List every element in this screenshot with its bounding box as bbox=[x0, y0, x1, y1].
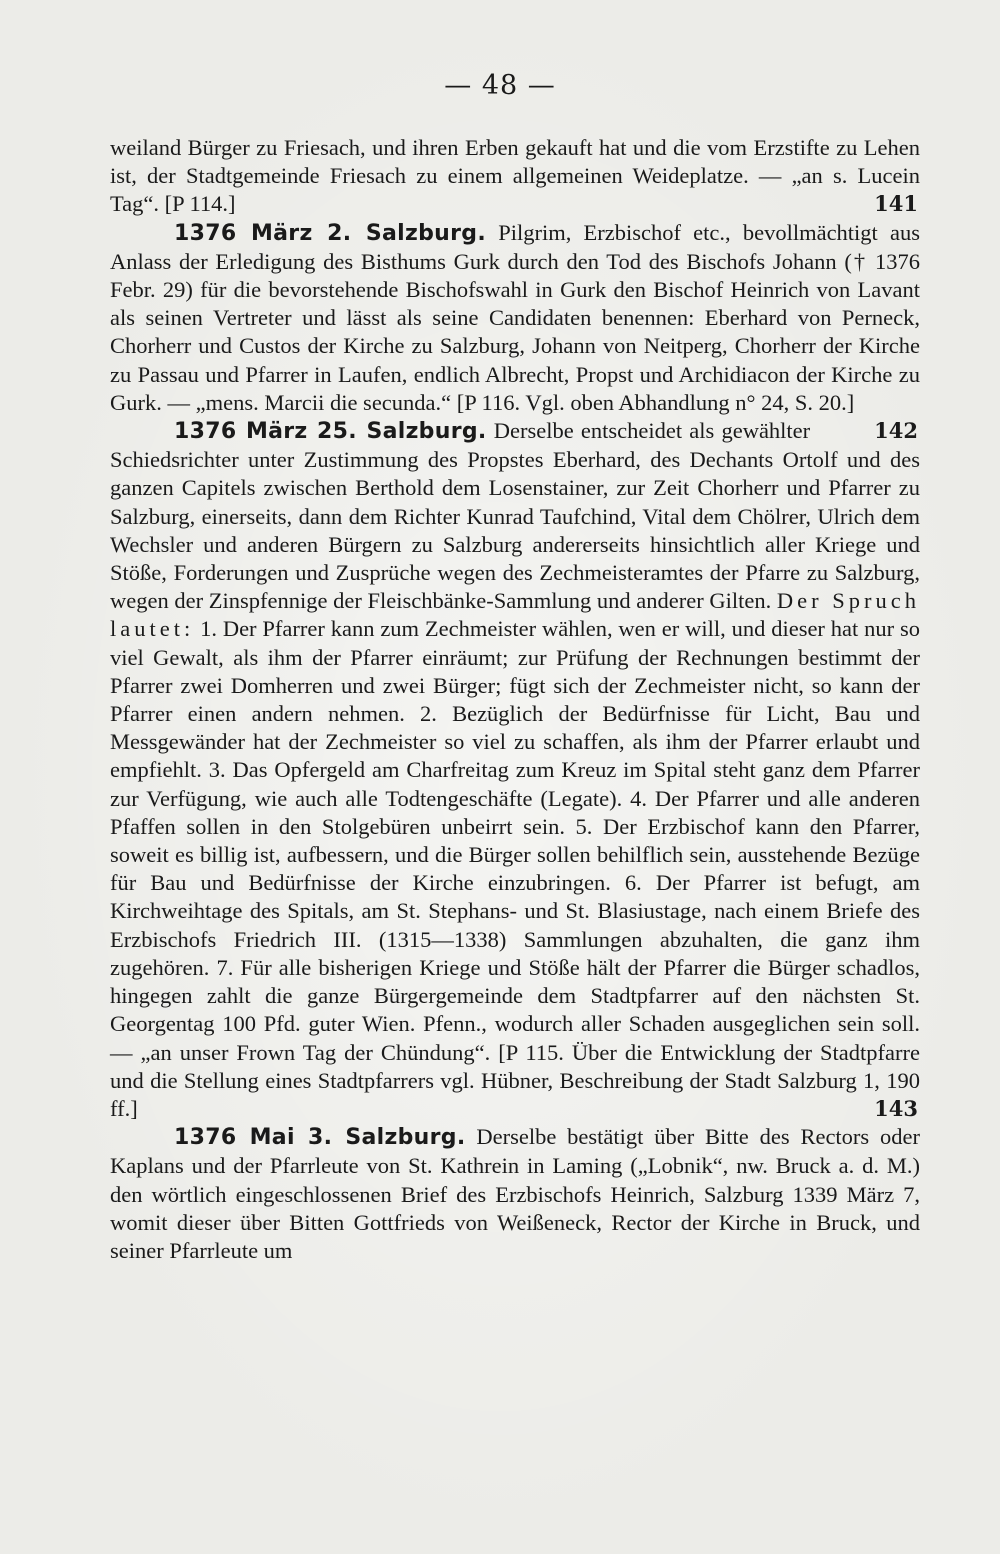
entry-date-heading: 1376 März 25. Salzburg. bbox=[174, 419, 487, 445]
entry-text: Derselbe bestätigt über Bitte des Rectors oder Kaplans und der Pfarrleute von St. Kathrein in Laming („Lobnik“, nw. Bruck a. d. M.) den wörtlich eingeschlossenen Brief des Erzbischofs Heinrich, Salzburg 1339 März 7, womit dieser über Bitten Gottfrieds von Weißeneck, Rector der Kirche in Bruck, und seiner Pfarrleute um bbox=[110, 1124, 920, 1263]
entry-141 bbox=[110, 134, 920, 219]
spaced-heading: Der Spruch lautet: bbox=[110, 588, 920, 642]
entry-143 bbox=[110, 417, 920, 1123]
entry-number: 143 bbox=[874, 1095, 918, 1121]
entry-date-heading: 1376 Mai 3. Salzburg. bbox=[174, 1125, 466, 1151]
entry-number: 142 bbox=[874, 418, 918, 444]
entry-text: weiland Bürger zu Friesach, und ihren Erben gekauft hat und die vom Erzstifte zu Lehen ist, der Stadtgemeinde Friesach zu einem allgemeinen Weideplatze. — „an s. Lucein Tag“. [P 114.] bbox=[110, 135, 920, 217]
page-body bbox=[110, 134, 920, 1265]
entry-144 bbox=[110, 1123, 920, 1265]
entry-text-continued: 1. Der Pfarrer kann zum Zechmeister wählen, wen er will, und dieser hat nur so viel Gewalt, als ihm der Pfarrer einräumt; zur Prüfung der Rechnungen bestimmt der Pfarrer zwei Domherren und zwei Bürger; fügt sich der Zechmeister nicht, so kann der Pfarrer einen andern nehmen. 2. Bezüglich der Bedürfnisse für Licht, Bau und Messgewänder hat der Zechmeister so viel zu schaffen, als ihm der Pfarrer erlaubt und empfiehlt. 3. Das Opfergeld am Charfreitag zum Kreuz im Spital steht ganz dem Pfarrer zur Verfügung, wie auch alle Todtengeschäfte (Legate). 4. Der Pfarrer und alle anderen Pfaffen sollen in den Stolgebüren unbeirrt sein. 5. Der Erzbischof kann den Pfarrer, soweit es billig ist, aufbessern, und die Bürger sollen behilflich sein, ausstehende Bezüge für Bau und Bedürfnisse der Kirche einzubringen. 6. Der Pfarrer ist befugt, am Kirchweihtage des Spitals, am St. Stephans- und St. Blasiustage, nach einem Briefe des Erzbischofs Friedrich III. (1315—1338) Sammlungen abzuhalten, die ganz ihm zugehören. 7. Für alle bisherigen Kriege und Stöße hält der Pfarrer die Bürger schadlos, hingegen zahlt die ganze Bürgergemeinde dem Stadtpfarrer auf den nächsten St. Georgentag 100 Pfd. guter Wien. Pfenn., wodurch aller Schaden ausgeglichen sein soll. — „an unser Frown Tag der Chündung“. [P 115. Über die Entwicklung der Stadtpfarre und die Stellung eines Stadtpfarrers vgl. Hübner, Beschreibung der Stadt Salzburg 1, 190 ff.] bbox=[110, 616, 920, 1121]
page-number: — 48 — bbox=[444, 70, 556, 101]
entry-text: Pilgrim, Erzbischof etc., bevollmächtigt aus Anlass der Erledigung des Bisthums Gurk durch den Tod des Bischofs Johann († 1376 Febr. 29) für die bevorstehende Bischofswahl in Gurk den Bischof Heinrich von Lavant als seinen Vertreter und lässt als seine Candidaten benennen: Eberhard von Perneck, Chorherr und Custos der Kirche zu Salzburg, Johann von Neitperg, Chorherr der Kirche zu Passau und Pfarrer in Laufen, endlich Albrecht, Propst und Archidiacon der Kirche zu Gurk. — „mens. Marcii die secunda.“ [P 116. Vgl. oben Abhandlung n° 24, S. 20.] bbox=[110, 219, 920, 415]
entry-number: 141 bbox=[874, 191, 918, 217]
entry-date-heading: 1376 März 2. Salzburg. bbox=[174, 220, 486, 246]
entry-text: Derselbe entscheidet als gewählter Schiedsrichter unter Zustimmung des Propstes Eberhard, des Dechants Ortolf und des ganzen Capitels zwischen Berthold dem Losenstainer, zur Zeit Chorherr und Pfarrer zu Salzburg, einerseits, dann dem Richter Kunrad Taufchind, Vital dem Chölrer, Ulrich dem Wechsler und anderen Bürgern zu Salzburg andererseits hinsichtlich aller Kriege und Stöße, Forderungen und Zusprüche wegen des Zechmeisteramtes der Pfarre zu Salzburg, wegen der Zinspfennige der Fleischbänke-Sammlung und anderer Gilten. bbox=[110, 418, 920, 614]
